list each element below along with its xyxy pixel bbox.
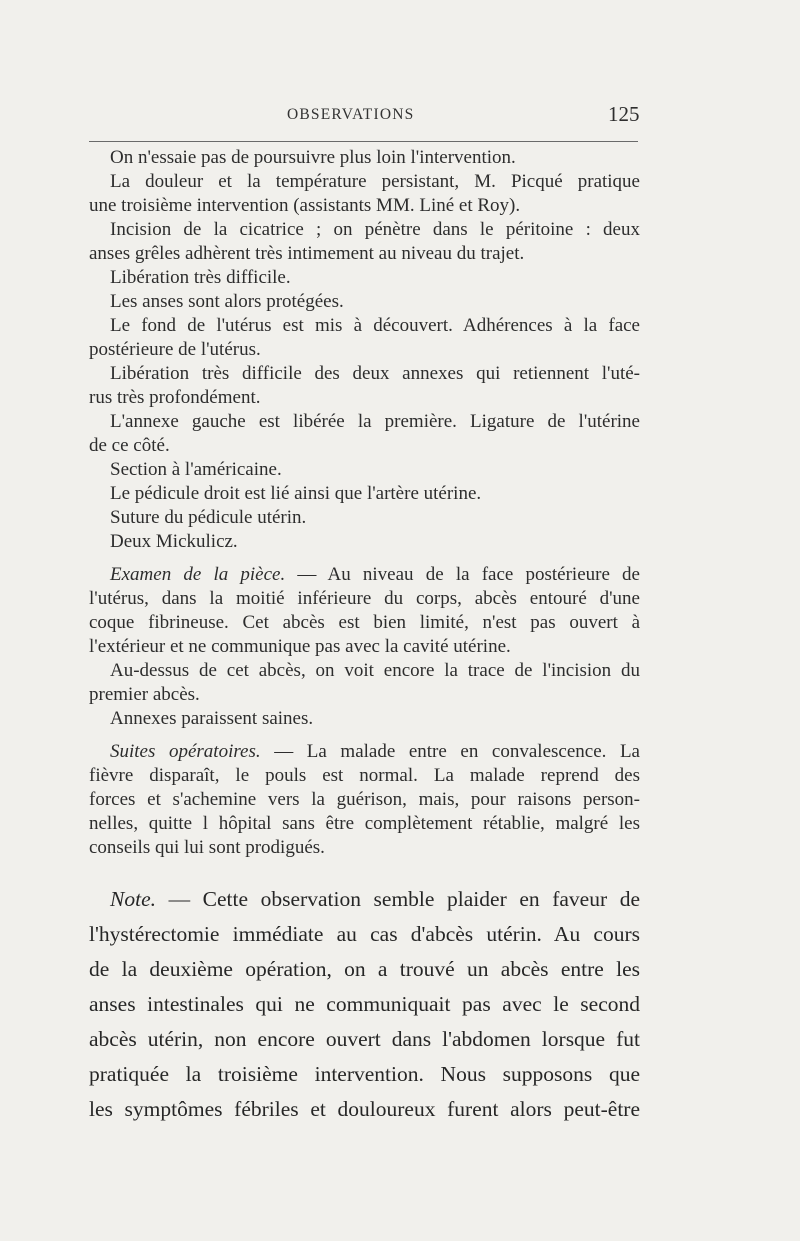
body-line-21: l'extérieur et ne communique pas avec la cavité utérine. <box>89 636 511 657</box>
body-line-13: de ce côté. <box>89 435 170 456</box>
body-line-5: anses grêles adhèrent très intimement au niveau du trajet. <box>89 243 525 264</box>
body-line-6: Libération très difficile. <box>110 267 291 288</box>
examen-label: Examen de la pièce. <box>110 564 286 585</box>
body-line-9: postérieure de l'utérus. <box>89 339 261 360</box>
note-line-7: les symptômes fébriles et douloureux furent alors peut-être <box>89 1097 640 1121</box>
body-line-22: Au-dessus de cet abcès, on voit encore la trace de l'incision du <box>110 660 640 681</box>
note-label: Note. <box>110 887 156 911</box>
page-number: 125 <box>608 102 640 126</box>
body-line-10: Libération très difficile des deux annexes qui retiennent l'uté- <box>110 363 640 384</box>
body-line-7: Les anses sont alors protégées. <box>110 291 344 312</box>
header-rule <box>89 141 638 142</box>
note-line-4: anses intestinales qui ne communiquait pas avec le second <box>89 992 640 1016</box>
note-line-rest: — Cette observation semble plaider en faveur de <box>155 887 640 911</box>
body-line-25 <box>110 740 640 764</box>
note-line-1 <box>110 885 640 913</box>
examen-line-rest: — Au niveau de la face postérieure de <box>285 564 640 585</box>
note-line-3: de la deuxième opération, on a trouvé un abcès entre les <box>89 957 640 981</box>
body-line-12: L'annexe gauche est libérée la première. Ligature de l'utérine <box>110 411 640 432</box>
body-line-3: une troisième intervention (assistants MM. Liné et Roy). <box>89 195 521 216</box>
note-line-5: abcès utérin, non encore ouvert dans l'abdomen lorsque fut <box>89 1027 640 1051</box>
body-line-4: Incision de la cicatrice ; on pénètre dans le péritoine : deux <box>110 219 640 240</box>
body-line-29: conseils qui lui sont prodigués. <box>89 837 325 858</box>
body-line-19: l'utérus, dans la moitié inférieure du corps, abcès entouré d'une <box>89 588 640 609</box>
body-line-15: Le pédicule droit est lié ainsi que l'artère utérine. <box>110 483 482 504</box>
body-line-17: Deux Mickulicz. <box>110 531 238 552</box>
body-line-26: fièvre disparaît, le pouls est normal. La malade reprend des <box>89 765 640 786</box>
body-line-28: nelles, quitte l hôpital sans être complètement rétablie, malgré les <box>89 813 640 834</box>
body-line-24: Annexes paraissent saines. <box>110 708 314 729</box>
body-line-18 <box>110 563 640 587</box>
body-line-20: coque fibrineuse. Cet abcès est bien limité, n'est pas ouvert à <box>89 612 640 633</box>
suites-label: Suites opératoires. <box>110 741 261 762</box>
body-line-11: rus très profondément. <box>89 387 261 408</box>
body-line-14: Section à l'américaine. <box>110 459 282 480</box>
suites-line-rest: — La malade entre en convalescence. La <box>260 741 640 762</box>
body-line-8: Le fond de l'utérus est mis à découvert. Adhérences à la face <box>110 315 640 336</box>
body-line-16: Suture du pédicule utérin. <box>110 507 307 528</box>
note-line-6: pratiquée la troisième intervention. Nous supposons que <box>89 1062 640 1086</box>
body-line-27: forces et s'achemine vers la guérison, mais, pour raisons person- <box>89 789 640 810</box>
body-line-1: On n'essaie pas de poursuivre plus loin l'intervention. <box>110 147 516 168</box>
body-line-23: premier abcès. <box>89 684 200 705</box>
note-line-2: l'hystérectomie immédiate au cas d'abcès utérin. Au cours <box>89 922 640 946</box>
body-line-2: La douleur et la température persistant, M. Picqué pratique <box>110 171 640 192</box>
running-header-title: OBSERVATIONS <box>287 106 415 123</box>
